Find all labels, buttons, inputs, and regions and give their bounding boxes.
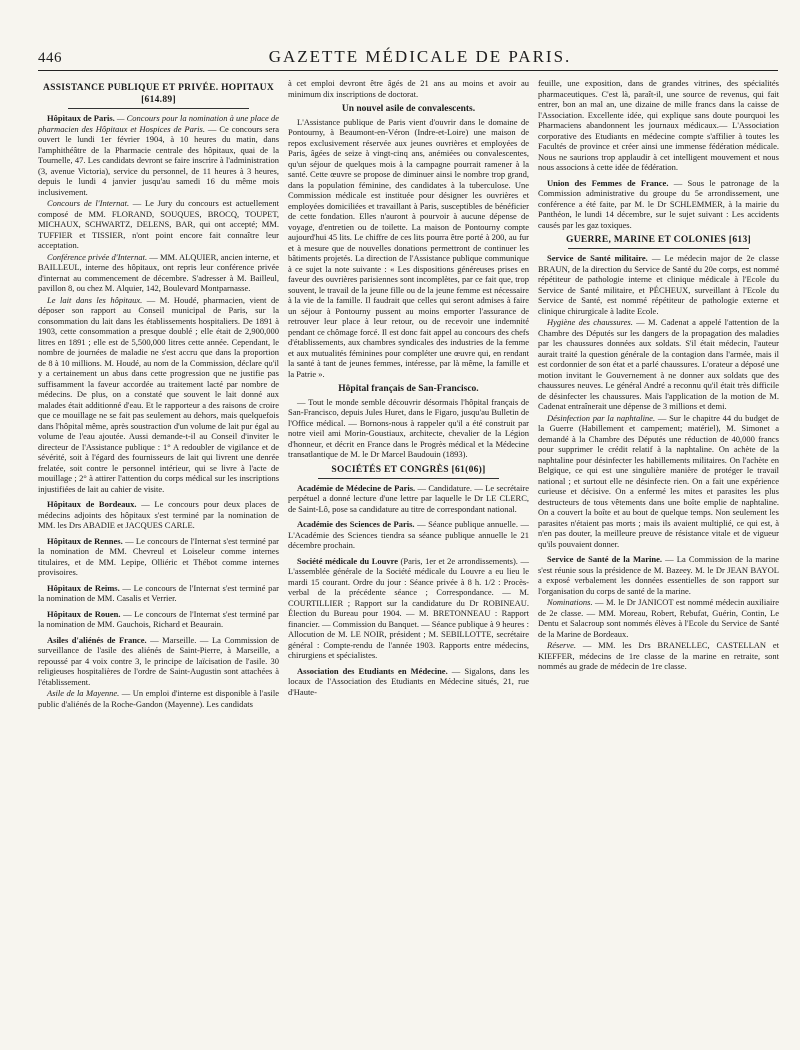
article-sante-marine: Service de Santé de la Marine. — La Commission de la marine s'est réunie sous la présidence de M. Bazeey. M. le Dr JEAN BAYOL a exposé verbalement les données essentielles de son rapport sur l'organisation du corps de santé de la marine.: [538, 554, 779, 596]
heading-san-francisco: Hôpital français de San-Francisco.: [338, 384, 479, 394]
section-rule: [318, 478, 499, 479]
article-convalescents: L'Assistance publique de Paris vient d'ouvrir dans le domaine de Pontourny, à Beaumont-en-Véron (Indre-et-Loire) une maison de repos exclusivement réservée aux jeunes ouvrières et employées de Paris, âgées de seize à vingt-cinq ans, anémiées ou convalescentes, qu'un séjour de quelques mois à la campagne pourrait ramener à la santé. Cette œuvre se propose de diminuer ainsi le nombre trop grand, dans la population féminine, des candidates à la tuberculose. Une Commission médicale est instituée pour désigner les ouvrières et employées domiciliées et travaillant à Paris, susceptibles de bénéficier de cette fondation. Elles n'auront à pourvoir à aucune dépense de voyage, d'entretien ou de toilette. La maison de Pontourny compte aujourd'hui 45 lits. Le chiffre de ces lits pourra être porté à 200, au fur et à mesure que de nouvelles donations permettront de continuer les bâtiments projetés. La direction de l'Assistance publique communique à ce sujet la note suivante : « Les dispositions généreuses prises en faveur des ouvrières parisiennes sont incomplètes, par ce fait que, trop souvent, le travail de la jeune fille ou de la jeune femme est nécessaire à la vie de la famille. Il faudrait que celles qui seront admises à faire un séjour à Pontourny pussent au moins emporter l'assurance de retrouver leur place à leur retour, ou de recevoir une indemnité pendant ce chômage forcé. Il est donc fait appel au concours des chefs d'établissements, aux chambres syndicales des industries de la femme et aux mutualités féminines pour compléter une œuvre qui, en rendant la santé à tant de jeunes femmes, intéresse, par là même, la famille et la Patrie ».: [288, 116, 529, 379]
article-mayenne: Asile de la Mayenne. — Un emploi d'interne est disponible à l'asile public d'aliénés de la Roche-Gandon (Mayenne). Les candidats: [38, 688, 279, 709]
page-number: 446: [38, 50, 62, 66]
article-etudiants-cont: feuille, une exposition, dans de grandes vitrines, des spécialités pharmaceutiques. C'est là, paraît-il, une source de revenus, qui fait entrer, bon an mal an, une dizaine de mille francs dans la caisse de l'Association. Excellente idée, qui explique sans doute pourquoi les Pharmaciens abandonnent les journaux médicaux.— L'Association corporative des Etudiants en médecine compte s'affilier à toutes les Facultés de province et créer ainsi une immense fédération médicale. Nous ne saurions trop applaudir à cet intelligent mouvement et nous nous associons à cette idée de fédération.: [538, 78, 779, 172]
article-societe-louvre: Société médicale du Louvre (Paris, 1er et 2e arrondissements). — L'assemblée générale de la Société médicale du Louvre a eu lieu le mardi 15 courant. Ordre du jour : Séance privée à 8 h. 1/2 : Procès-verbal de la précédente séance ; Correspondance. — M. COURTILLIER ; Rapport sur la candidature du Dr ROBINEAU. Élection du Bureau pour 1904. — M. BRETONNEAU : Rapport financier. — Commission du Banquet. — Séance publique à 9 heures : Allocution de M. LE NOIR, président ; M. SEBILLOTTE, secrétaire général : Compte-rendu de l'année 1903. Rapports entre médecins, chirurgiens et spécialistes.: [288, 555, 529, 660]
article-rennes: Hôpitaux de Rennes. — Le concours de l'Internat s'est terminé par la nomination de MM. Chevreul et Loiseleur comme internes titulaires, et de MM. Lepipe, Olliéric et Thébot comme internes provisoires.: [38, 535, 279, 577]
article-hopitaux-paris: Hôpitaux de Paris. — Concours pour la nomination à une place de pharmacien des Hôpitaux et Hospices de Paris. — Ce concours sera ouvert le lundi 1er février 1904, à 10 heures du matin, dans l'amphithéâtre de la Pharmacie centrale des hôpitaux, quai de la Tournelle, 47. Les candidats devront se faire inscrire à l'administration (3, avenue Victoria), service du personnel, de 11 heures à 3 heures, depuis le lundi 4 janvier jusqu'au samedi 16 du même mois inclusivement.: [38, 113, 279, 197]
section-title-assistance: ASSISTANCE PUBLIQUE ET PRIVÉE. HOPITAUX [614.89]: [38, 82, 279, 109]
article-bordeaux: Hôpitaux de Bordeaux. — Le concours pour deux places de médecins adjoints des hôpitaux s'est terminé par la nomination de MM. les Drs ABADIE et JACQUES CARLE.: [38, 499, 279, 530]
article-conference-privee: Conférence privée d'Internat. — MM. ALQUIER, ancien interne, et BAILLEUL, interne des hôpitaux, ont repris leur conférence privée d'internat au commencement de décembre. S'adresser à M. Bailleul, pavillon 8, ou chez M. Alquier, 142, Boulevard Montparnasse.: [38, 251, 279, 293]
article-union-femmes: Union des Femmes de France. — Sous le patronage de la Commission administrative du groupe du 5e arrondissement, une conférence a été faite, par M. le Dr SCHLEMMER, à la mairie du Panthéon, le lundi 14 décembre, sur le sujet suivant : Les accidents causés par les gaz toxiques.: [538, 177, 779, 230]
article-mayenne-cont: à cet emploi devront être âgés de 21 ans au moins et avoir au minimum dix inscriptions de doctorat.: [288, 78, 529, 99]
running-title: GAZETTE MÉDICALE DE PARIS.: [268, 47, 572, 66]
article-lait-hopitaux: Le lait dans les hôpitaux. — M. Houdé, pharmacien, vient de déposer son rapport au Conseil municipal de Paris, sur la consommation du lait dans les établissements hospitaliers. De 1891 à 1903, cette consommation a presque doublé ; elle était de 2,900,000 litres en 1891 ; elle est de 5,500,000 litres cette année. Cependant, le nombre de journées de maladie ne s'est accru que dans la proportion de 8 à 10 millions. M. Houdé, au nom de la Commission, déclare qu'il y a certainement un abus dans cette progression que ne justifie pas suffisamment la faveur accordée au traitement lacté par nombre de médecins. De plus, on a constaté que souvent le lait donné aux malades était additionné d'eau. Et le rapporteur a des raisons de croire que ce mouillage ne se fait pas seulement au dehors, mais quelquefois dans l'hôpital même, après soustraction d'un volume de lait pur égal au volume de l'eau ajoutée. Aussi demande-t-il au Conseil d'inviter le directeur de l'Assistance publique : 1° A redoubler de vigilance et de sévérité, soit à l'égard des fournisseurs de lait qui livrent une denrée frelatée, soit contre le personnel intérieur, qui se livre à l'acte de mouillage ; 2° à attirer l'attention du corps médical sur les inscriptions injustifiées de lait au cahier de visite.: [38, 294, 279, 494]
article-naphtaline: Désinfection par la naphtaline. — Sur le chapitre 44 du budget de la Guerre (Habillement et campement; matériel), M. Simonet a demandé à la Chambre des Députés une réduction de 40,000 francs pour supprimer le crédit relatif à la naphtaline. On achète de la naphtaline pour désinfecter les habillements militaires. On l'achète en Belgique, ce qui est une singulière manière de protéger le travail national ; et surtout elle ne désinfecte rien. On a fait une expérience curieuse et décisive. On a enfermé les mites et parasites les plus destructeurs de tous vêtements dans une boîte emplie de naphtaline. On a couvert la boîte et au bout de quelque temps. Non seulement les parasites n'étaient pas morts ; mais ils avaient multiplié, ce qui est, à n'en pas douter, la meilleure preuve de résistance vitale et de vigueur qu'ils pouvaient donner.: [538, 412, 779, 549]
article-association-etudiants: Association des Etudiants en Médecine. — Sigalons, dans les locaux de l'Association des Etudiants en Médecine situés, 21, rue d'Haute-: [288, 665, 529, 697]
article-academie-sciences: Académie des Sciences de Paris. — Séance publique annuelle. — L'Académie des Sciences tiendra sa séance publique annuelle le 21 décembre prochain.: [288, 519, 529, 550]
section-title-societes: SOCIÉTÉS ET CONGRÈS [61(06)]: [288, 464, 529, 479]
article-rouen: Hôpitaux de Rouen. — Le concours de l'Internat s'est terminé par la nomination de MM. Gauchois, Richard et Beaurain.: [38, 608, 279, 629]
article-sante-militaire: Service de Santé militaire. — Le médecin major de 2e classe BRAUN, de la direction du Service de Santé du 20e corps, est nommé répétiteur de pathologie interne et clinique médicale à l'Ecole du Service de Santé militaire, et PÉCHEUX, surveillant à l'Ecole du Service de Santé, est nommé répétiteur de pathologie externe et clinique chirurgicale à ladite Ecole.: [538, 253, 779, 316]
article-nominations: Nominations. — M. le Dr JANICOT est nommé médecin auxiliaire de 2e classe. — MM. Moreau, Robert, Rebufat, Guérin, Contin, Le Dentu et Salacroup sont nommés élèves à l'Ecole du Service de Santé de la Marine de Bordeaux.: [538, 597, 779, 639]
article-reserve: Réserve. — MM. les Drs BRANELLEC, CASTELLAN et KIEFFER, médecins de 1re classe de la marine en retraite, sont nommés au grade de médecin de 1re classe.: [538, 640, 779, 671]
article-concours-internat: Concours de l'Internat. — Le Jury du concours est actuellement composé de MM. FLORAND, SOUQUES, BROCQ, TOUPET, MICHAUX, SCHWARTZ, DELENS, BAR, qui ont accepté; MM. TUFFIER et TISSIER, n'ont point encore fait connaître leur acceptation.: [38, 198, 279, 250]
section-rule: [568, 248, 749, 249]
page-header: [38, 40, 778, 71]
heading-asile-convalescents: Un nouvel asile de convalescents.: [341, 104, 476, 114]
column-1: [38, 78, 279, 1044]
section-title-guerre: GUERRE, MARINE ET COLONIES [613]: [538, 234, 779, 249]
article-academie-medecine: Académie de Médecine de Paris. — Candidature. — Le secrétaire perpétuel a donné lecture d'une lettre par laquelle le Dr LE CLERC, de Saint-Lô, pose sa candidature au titre de correspondant national.: [288, 482, 529, 514]
columns: [38, 78, 780, 1044]
column-2: [288, 78, 529, 1044]
article-reims: Hôpitaux de Reims. — Le concours de l'Internat s'est terminé par la nomination de MM. Casalis et Verrier.: [38, 582, 279, 603]
article-asiles: Asiles d'aliénés de France. — Marseille. — La Commission de surveillance de l'asile des aliénés de Saint-Pierre, à Marseille, a repoussé par 4 voix contre 3, le principe de laïcisation de l'asile. 30 religieuses hospitalières de l'ordre de Saint-Augustin sont attachées à l'établissement.: [38, 634, 279, 687]
section-rule: [68, 108, 249, 109]
article-san-francisco: — Tout le monde semble découvrir désormais l'hôpital français de San-Francisco, depuis Jules Huret, dans le Figaro, jusqu'au Bulletin de l'Office médical. — Bornons-nous à rappeler qu'il a été construit par notre vieil ami Morin-Goustiaux, architecte, chevalier de la Légion d'honneur, et décrit en France dans le Progrès médical et la Médecine transatlantique de M. le Dr Marcel Baudouin (1893).: [288, 396, 529, 459]
column-3: [538, 78, 779, 1044]
article-hygiene-chaussures: Hygiène des chaussures. — M. Cadenat a appelé l'attention de la Chambre des Députés sur les dangers de la propagation des maladies par les chaussures données aux soldats. S'il était médecin, l'auteur aurait traité la question générale de la contagion dans l'armée, mais il est cordonnier de son état et a parlé chaussures. L'orateur a déposé une motion invitant le Gouvernement à ne donner aux soldats que des chaussures neuves. Le général André a reconnu qu'il était très difficile de désinfecter les chaussures. Mais l'application de la motion de M. Cadenat entraînerait une dépense de 3 millions et demi.: [538, 317, 779, 411]
